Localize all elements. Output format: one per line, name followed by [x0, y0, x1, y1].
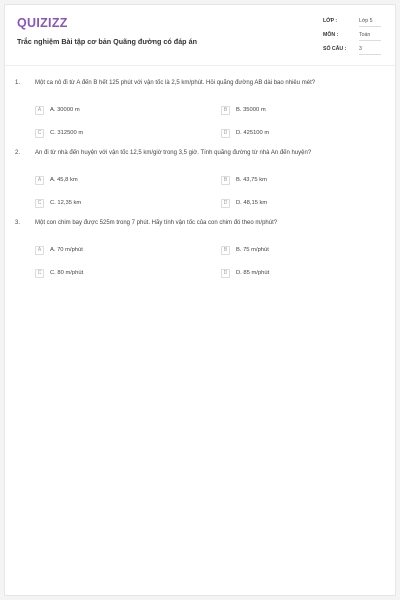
answer-option-d[interactable]: [221, 127, 371, 139]
answer-option-a[interactable]: [35, 174, 185, 186]
question-2: [5, 150, 395, 220]
option-text: C. 12,35 km: [50, 200, 82, 206]
option-letter-box: B: [221, 176, 230, 185]
grade-value: Lớp 5: [359, 18, 381, 27]
answer-option-a[interactable]: [35, 104, 185, 116]
answer-option-a[interactable]: [35, 244, 185, 256]
answer-option-c[interactable]: [35, 267, 185, 279]
worksheet-page: [4, 4, 396, 596]
meta-row-subject: [323, 30, 383, 44]
answer-option-d[interactable]: [221, 197, 371, 209]
option-letter-box: B: [221, 246, 230, 255]
option-letter-box: D: [221, 269, 230, 278]
option-letter-box: D: [221, 199, 230, 208]
question-number: 1.: [15, 80, 21, 86]
worksheet-meta: [323, 16, 383, 58]
question-1: [5, 80, 395, 150]
quizizz-logo[interactable]: QUIZIZZ: [17, 16, 68, 30]
question-number: 2.: [15, 150, 21, 156]
option-letter-box: C: [35, 269, 44, 278]
answer-option-d[interactable]: [221, 267, 371, 279]
subject-value: Toán: [359, 32, 381, 41]
answer-option-c[interactable]: [35, 197, 185, 209]
worksheet-title: Trắc nghiệm Bài tập cơ bản Quãng đường có đáp án: [17, 37, 197, 46]
option-text: C. 312500 m: [50, 130, 84, 136]
question-3: [5, 220, 395, 290]
question-list: [5, 80, 395, 290]
answer-option-c[interactable]: [35, 127, 185, 139]
option-letter-box: A: [35, 106, 44, 115]
question-count-label: SỐ CÂU :: [323, 46, 347, 52]
option-text: D. 48,15 km: [236, 200, 268, 206]
option-letter-box: A: [35, 176, 44, 185]
option-text: A. 70 m/phút: [50, 247, 83, 253]
answer-option-b[interactable]: [221, 174, 371, 186]
grade-label: LỚP :: [323, 18, 338, 24]
option-text: C. 80 m/phút: [50, 270, 84, 276]
option-text: B. 75 m/phút: [236, 247, 269, 253]
option-letter-box: C: [35, 129, 44, 138]
question-count-value: 3: [359, 46, 381, 55]
option-text: B. 35000 m: [236, 107, 266, 113]
subject-label: MÔN :: [323, 32, 339, 38]
question-text: Một con chim bay được 525m trong 7 phút. Hãy tính vận tốc của con chim đó theo m/phút?: [35, 220, 278, 226]
meta-row-question-count: [323, 44, 383, 58]
option-letter-box: D: [221, 129, 230, 138]
option-text: D. 425100 m: [236, 130, 270, 136]
option-letter-box: A: [35, 246, 44, 255]
option-text: A. 45,8 km: [50, 177, 78, 183]
question-text: Một ca nô đi từ A đến B hết 125 phút với vận tốc là 2,5 km/phút. Hỏi quãng đường AB dài bao nhiêu mét?: [35, 80, 316, 86]
question-number: 3.: [15, 220, 21, 226]
option-letter-box: C: [35, 199, 44, 208]
answer-option-b[interactable]: [221, 244, 371, 256]
answer-option-b[interactable]: [221, 104, 371, 116]
question-text: An đi từ nhà đến huyện với vận tốc 12,5 km/giờ trong 3,5 giờ. Tính quãng đường từ nhà An đến huyện?: [35, 150, 312, 156]
option-text: A. 30000 m: [50, 107, 80, 113]
worksheet-header: [5, 5, 395, 66]
meta-row-grade: [323, 16, 383, 30]
option-text: B. 43,75 km: [236, 177, 267, 183]
option-letter-box: B: [221, 106, 230, 115]
option-text: D. 85 m/phút: [236, 270, 270, 276]
